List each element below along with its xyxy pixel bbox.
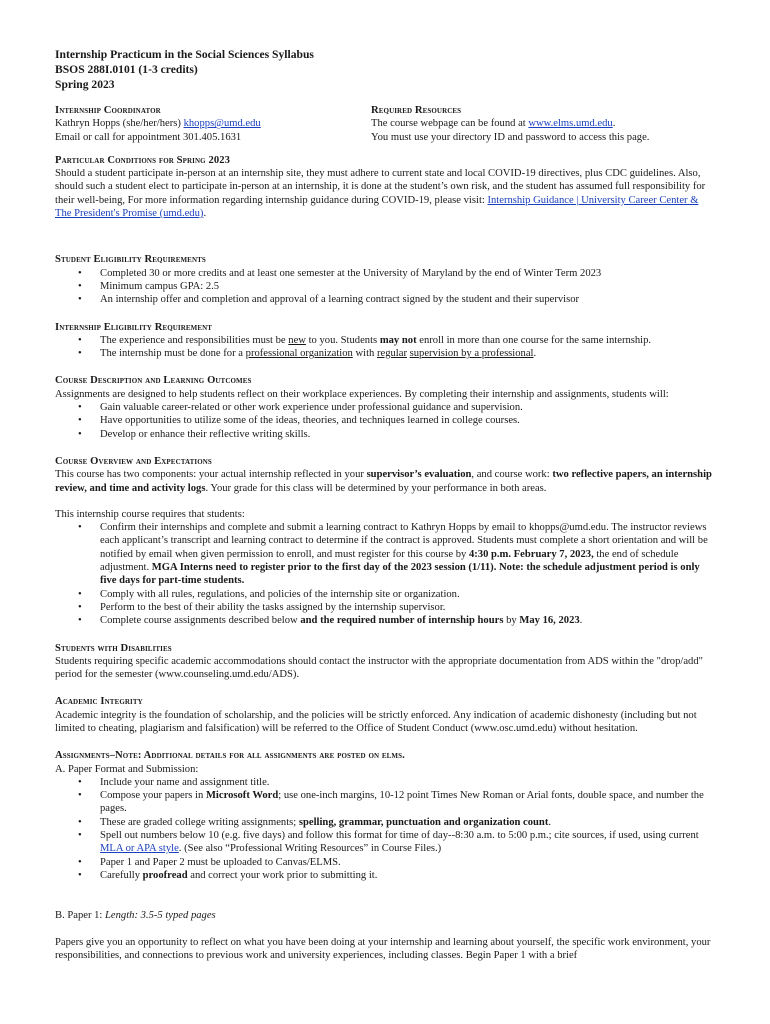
list-item: • Have opportunities to utilize some of the ideas, theories, and techniques learned in college courses. xyxy=(100,414,715,427)
list-item xyxy=(100,521,715,587)
list-item xyxy=(100,869,715,882)
text-run: supervisor’s evaluation xyxy=(366,469,472,481)
text-run: new xyxy=(288,334,306,346)
list-item: • Paper 1 and Paper 2 must be uploaded to Canvas/ELMS. xyxy=(100,856,715,869)
conditions-period: . xyxy=(203,208,207,220)
text-run: the end of schedule adjustment. xyxy=(100,548,679,574)
text-run: Length: 3.5-5 typed pages xyxy=(105,910,216,922)
resources-period: . xyxy=(612,118,616,130)
coordinator-heading: Internship Coordinator xyxy=(55,105,161,116)
course-description-heading: Course Description and Learning Outcomes xyxy=(55,375,252,387)
requirements-list xyxy=(55,521,715,627)
student-eligibility-list xyxy=(55,267,715,307)
mla-apa-link[interactable]: MLA or APA style xyxy=(100,843,179,855)
text-run: . Your grade for this class will be determined by your performance in both areas. xyxy=(205,482,547,494)
coordinator-name-line xyxy=(55,117,371,130)
course-description-intro: Assignments are designed to help students reflect on their workplace experiences. By completing their internship and assignments, students will: xyxy=(55,388,669,400)
integrity-heading: Academic Integrity xyxy=(55,696,143,708)
text-run: These are graded college writing assignments; xyxy=(100,816,299,828)
text-run: MGA Interns need to register prior to the first day of the 2023 session (1/11). Note: the schedule adjustment period is only five days for part-time students. xyxy=(100,562,700,587)
coordinator-name: Kathryn Hopps (she/her/hers) xyxy=(55,118,184,130)
list-item xyxy=(100,347,715,360)
conditions-text xyxy=(55,167,715,220)
text-run: and the required number of internship hours xyxy=(300,615,504,627)
list-item: • Perform to the best of their ability the tasks assigned by the internship supervisor. xyxy=(100,601,715,614)
text-run: enroll in more than one course for the same internship. xyxy=(416,334,652,346)
resources-text: The course webpage can be found at xyxy=(371,118,529,130)
disabilities-heading: Students with Disabilities xyxy=(55,642,172,654)
text-run: regular xyxy=(376,348,407,360)
text-run: spelling, grammar, punctuation and organization count xyxy=(298,816,549,828)
text-run: Spell out numbers below 10 (e.g. five days) and follow this format for time of day--8:30 a.m. to 5:00 p.m.; cite sources, if used, using current xyxy=(100,830,699,842)
list-item xyxy=(100,789,715,816)
text-run: ; use one-inch margins, 10-12 point Times New Roman or Arial fonts, double space, and number the pages. xyxy=(100,790,704,815)
coordinator-block xyxy=(55,104,371,144)
text-run: The experience and responsibilities must be xyxy=(100,334,289,346)
text-run: . xyxy=(533,348,537,360)
text-run: with xyxy=(352,348,377,360)
paper-format-list xyxy=(55,776,715,882)
internship-eligibility-heading: Internship Eligibility Requirement xyxy=(55,321,213,333)
overview-paragraph xyxy=(55,468,715,495)
paper-format-subheading: A. Paper Format and Submission: xyxy=(55,763,199,775)
internship-eligibility-section xyxy=(55,321,715,361)
resources-block xyxy=(371,104,715,144)
student-eligibility-heading: Student Eligibility Requirements xyxy=(55,254,206,266)
text-run: supervision by a professional xyxy=(409,348,534,360)
student-eligibility-section xyxy=(55,253,715,306)
text-run: 4:30 p.m. February 7, 2023, xyxy=(468,548,594,560)
paper1-description: Papers give you an opportunity to reflect on what you have been doing at your internship and learning about yourself, the specific work environment, your responsibilities, and connections to previous work and university experiences, including classes. Begin Paper 1 with a brief xyxy=(55,936,711,961)
text-run: Carefully xyxy=(100,869,143,881)
course-number: BSOS 288I.0101 (1-3 credits) xyxy=(55,63,198,76)
internship-guidance-link[interactable]: Internship Guidance | University Career Center & The President's Promise (umd.edu) xyxy=(55,194,699,220)
text-run: by xyxy=(503,615,520,627)
text-run: Confirm their internships and complete and submit a learning contract to Kathryn Hopps by email to khopps@umd.edu. The instructor reviews each applicant’s transcript and learning contract to determine if the contract is approved. Students must complete a short orientation and will be notified by email when given permission to enroll, and must register for this course by xyxy=(100,522,708,560)
resources-line1 xyxy=(371,117,715,130)
list-item: • Develop or enhance their reflective writing skills. xyxy=(100,428,715,441)
internship-eligibility-list xyxy=(55,334,715,361)
list-item: • Completed 30 or more credits and at least one semester at the University of Maryland by the end of Winter Term 2023 xyxy=(100,267,715,280)
text-run: , and course work: xyxy=(471,469,553,481)
list-item xyxy=(100,829,715,856)
list-item xyxy=(100,816,715,829)
list-item: • Include your name and assignment title. xyxy=(100,776,715,789)
integrity-section xyxy=(55,695,715,735)
resources-heading: Required Resources xyxy=(371,105,462,116)
elms-link[interactable]: www.elms.umd.edu xyxy=(528,118,613,130)
conditions-section xyxy=(55,154,715,220)
list-item: • Gain valuable career-related or other work experience under professional guidance and supervision. xyxy=(100,401,715,414)
text-run: to you. Students xyxy=(305,334,380,346)
assignments-heading: Assignments–Note: Additional details for all assignments are posted on elms. xyxy=(55,750,405,762)
text-run: Compose your papers in xyxy=(100,790,206,802)
text-run: and correct your work prior to submitting it. xyxy=(187,869,378,881)
resources-line2: You must use your directory ID and password to access this page. xyxy=(371,131,650,143)
list-item: • Comply with all rules, regulations, and policies of the internship site or organization. xyxy=(100,588,715,601)
text-run: The internship must be done for a xyxy=(100,348,246,360)
text-run: Complete course assignments described below xyxy=(100,615,301,627)
assignments-section xyxy=(55,749,715,962)
term: Spring 2023 xyxy=(55,78,115,91)
syllabus-page xyxy=(55,47,715,962)
conditions-heading: Particular Conditions for Spring 2023 xyxy=(55,154,231,166)
disabilities-section xyxy=(55,642,715,682)
conditions-body: Should a student participate in-person at an internship site, they must adhere to current state and local COVID-19 directives, plus CDC guidelines. Also, should such a student elect to participate in-person at an internship, it is done at the student’s own risk, and the student has assumed full responsibility for their well-being, For more information regarding internship guidance during COVID-19, please visit: xyxy=(55,168,706,206)
overview-section xyxy=(55,455,715,628)
list-item: • Minimum campus GPA: 2.5 xyxy=(100,280,715,293)
list-item: • An internship offer and completion and approval of a learning contract signed by the student and their supervisor xyxy=(100,293,715,306)
course-description-list xyxy=(55,401,715,441)
text-run: proofread xyxy=(142,869,188,881)
text-run: . (See also “Professional Writing Resources” in Course Files.) xyxy=(178,843,442,855)
integrity-text: Academic integrity is the foundation of scholarship, and the policies will be strictly enforced. Any indication of academic dishonesty (including but not limited to cheating, plagiarism and falsification) will be referred to the Office of Student Conduct (www.osc.umd.edu) without hesitation. xyxy=(55,709,697,734)
list-item xyxy=(100,614,715,627)
text-run: . xyxy=(579,615,583,627)
text-run: may not xyxy=(379,334,417,346)
overview-heading: Course Overview and Expectations xyxy=(55,455,212,467)
text-run: May 16, 2023 xyxy=(519,615,580,627)
text-run: Microsoft Word xyxy=(205,790,279,802)
requirements-intro: This internship course requires that students: xyxy=(55,508,245,520)
course-title: Internship Practicum in the Social Sciences Syllabus xyxy=(55,48,314,61)
disabilities-text: Students requiring specific academic accommodations should contact the instructor with the appropriate documentation from ADS within the "drop/add" period for the semester (www.counseling.umd.edu/ADS). xyxy=(55,655,703,681)
coordinator-phone: Email or call for appointment 301.405.1631 xyxy=(55,131,242,143)
text-run: This course has two components: your actual internship reflected in your xyxy=(55,469,367,481)
list-item xyxy=(100,334,715,347)
text-run: B. Paper 1: xyxy=(55,910,106,922)
text-run: . xyxy=(548,816,552,828)
course-description-section xyxy=(55,374,715,440)
syllabus-title xyxy=(55,47,715,92)
paper1-subheading xyxy=(55,909,715,922)
text-run: professional organization xyxy=(245,348,353,360)
text-run: two reflective papers, an internship review, and time and activity logs xyxy=(55,469,712,494)
coordinator-email-link[interactable]: khopps@umd.edu xyxy=(183,118,261,130)
contact-columns xyxy=(55,104,715,144)
